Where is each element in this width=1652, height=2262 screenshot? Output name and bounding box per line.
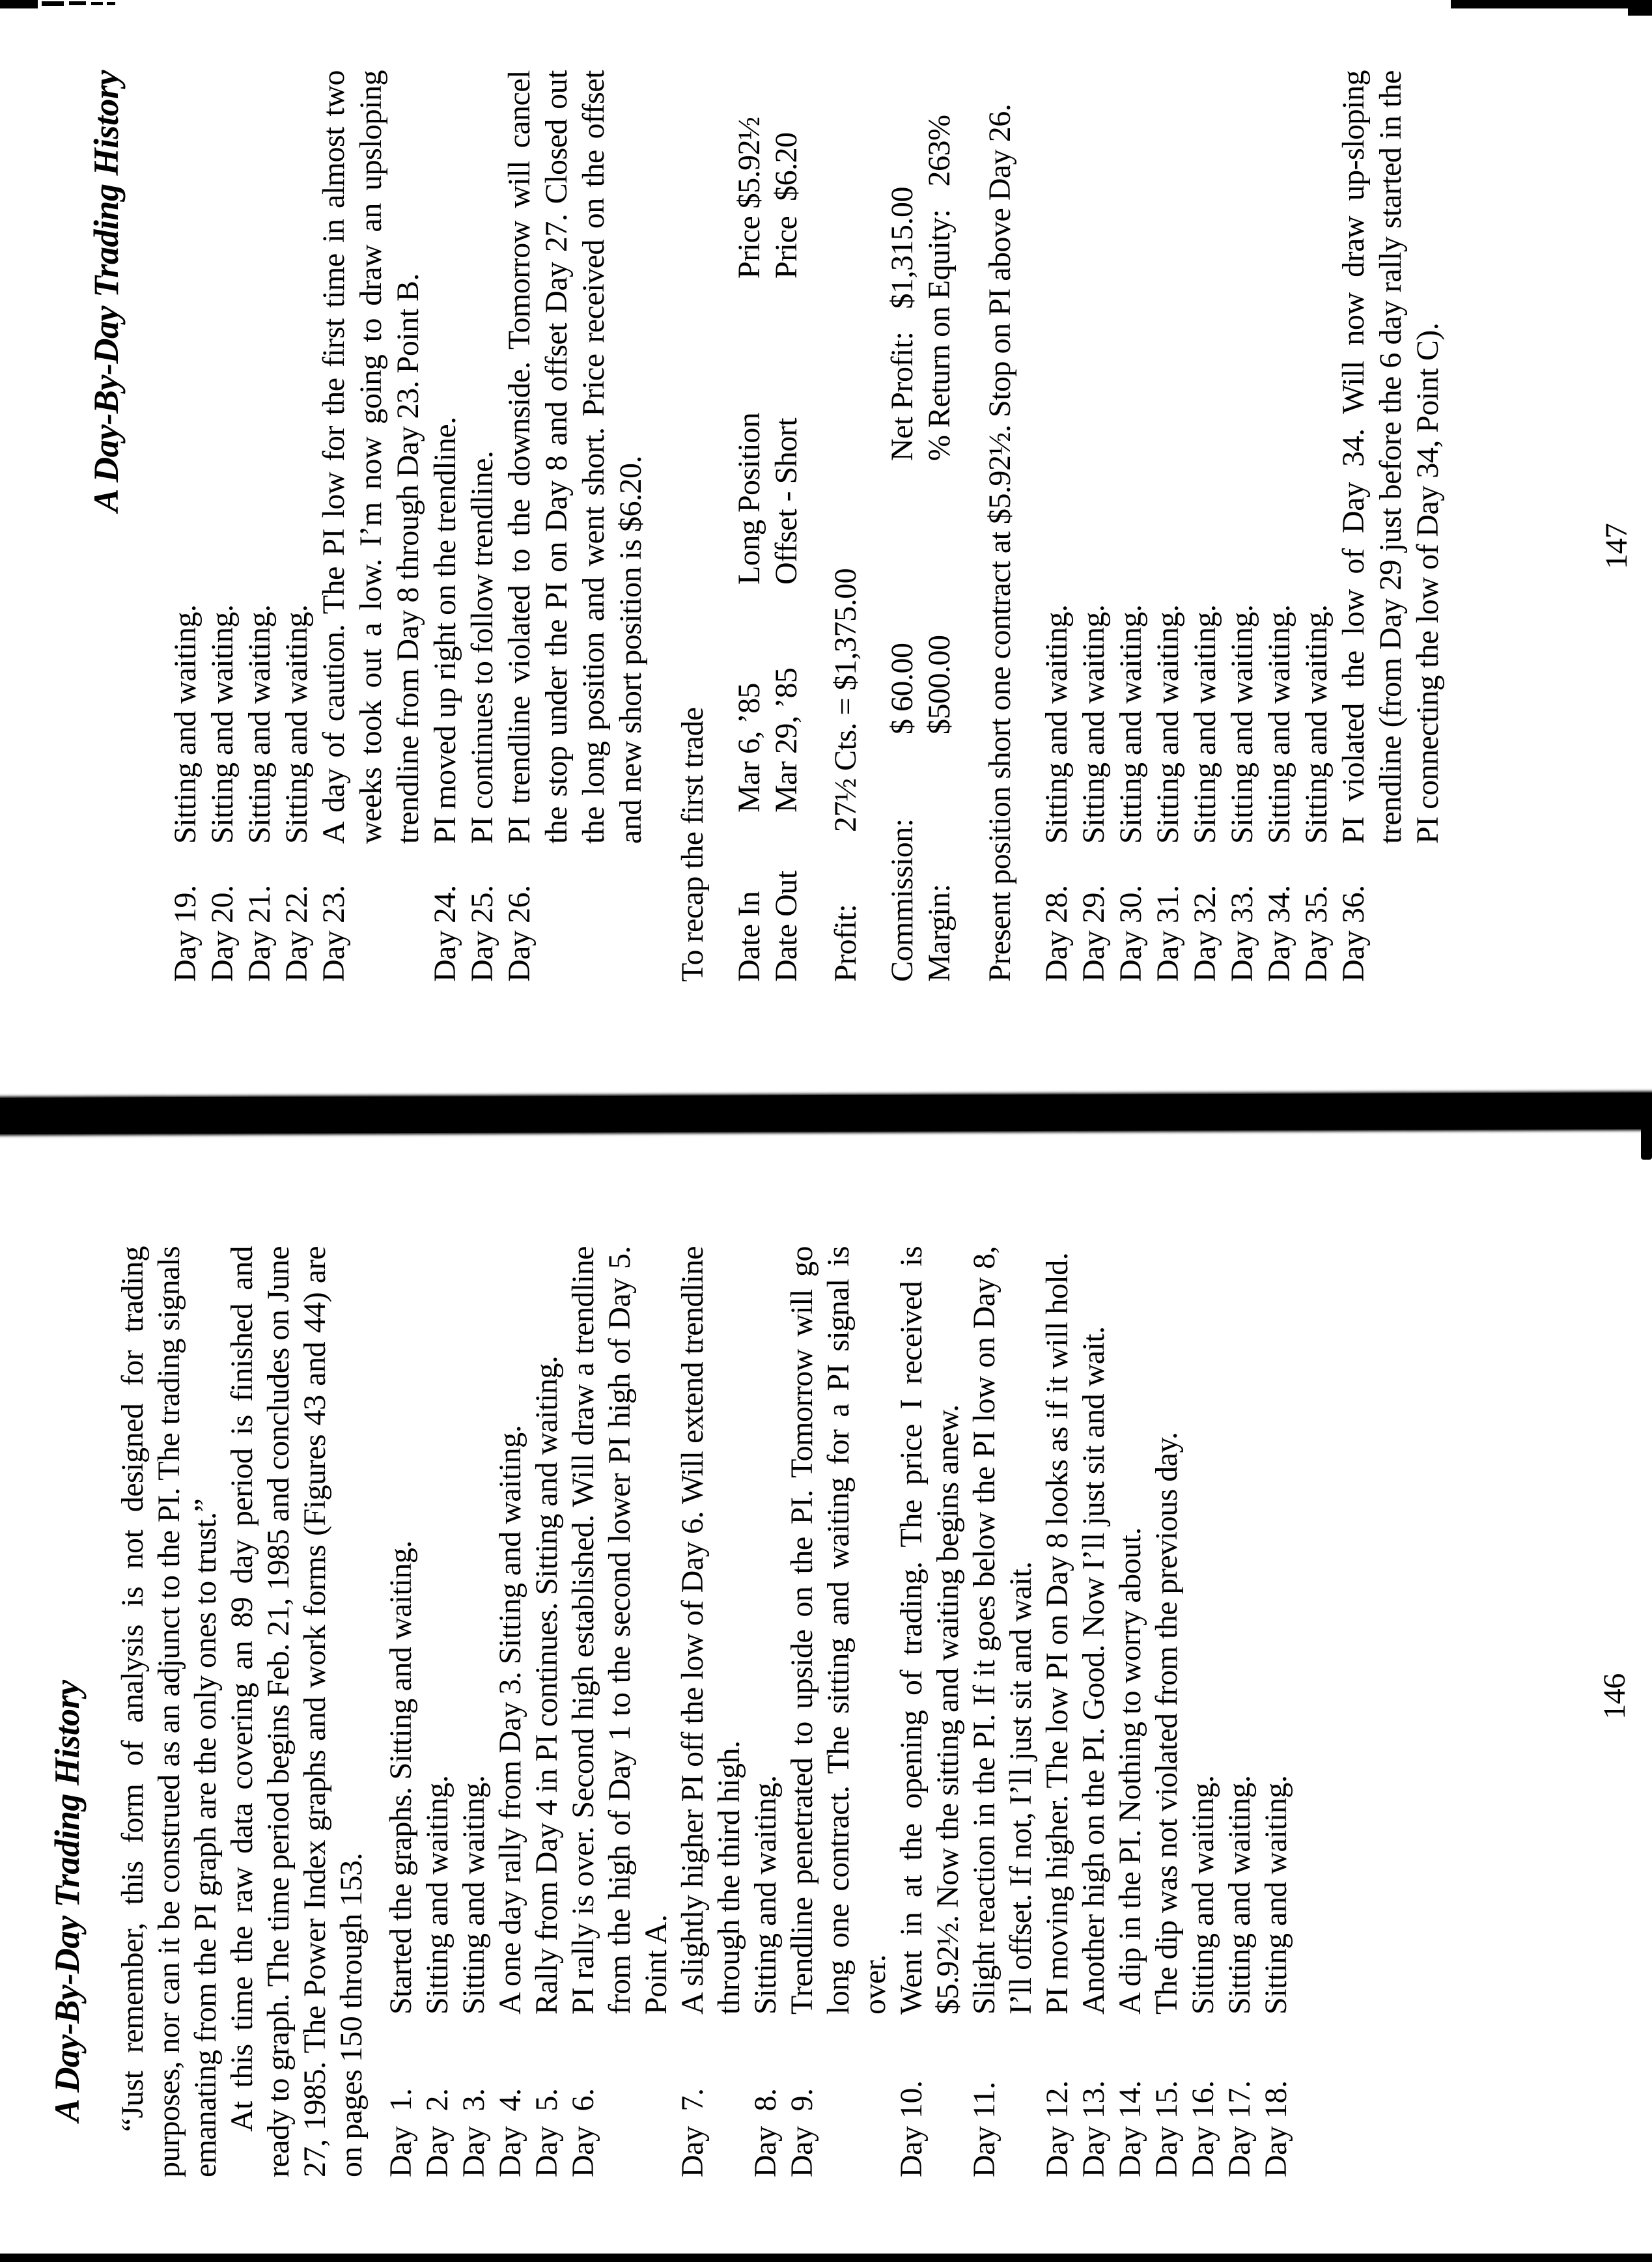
day-entry xyxy=(501,70,649,982)
page-146 xyxy=(0,1131,1652,2262)
day-label: Day 26. xyxy=(502,885,537,982)
day-entry xyxy=(1261,70,1298,982)
commission-value: $ 60.00 xyxy=(885,643,919,734)
scan-artifact-corner xyxy=(1628,0,1652,16)
day-text: Started the graphs. Sitting and waiting. xyxy=(384,1541,418,2015)
scan-artifact-dash xyxy=(69,1,86,5)
day-entry xyxy=(427,70,464,982)
day-text: Went in at the opening of trading. The price I received is $5.92½. Now the sitting and waiting begins anew. xyxy=(894,1246,965,2015)
day-label: Day 17. xyxy=(1222,2080,1257,2177)
recap-title: To recap the first trade xyxy=(675,707,710,982)
day-label: Day 20. xyxy=(205,885,240,982)
day-text: Sitting and waiting. xyxy=(1225,604,1259,844)
intro-paragraph: At this time the raw data covering an 89 day period is finished and ready to graph. The time period begins Feb. 21, 1985 and concludes on June 27, 1985. The Power Index graphs and work forms (Figures 43 and 44) are on pages 150 through 153. xyxy=(225,1246,369,2177)
day-entry xyxy=(1222,1246,1258,2177)
day-label: Day 9. xyxy=(785,2088,819,2177)
day-entry xyxy=(1076,1246,1112,2177)
day-entry xyxy=(1112,1246,1149,2177)
day-entry xyxy=(1075,70,1112,982)
day-entry xyxy=(167,70,204,982)
day-label: Day 10. xyxy=(894,2080,929,2177)
day-text: Sitting and waiting. xyxy=(1262,604,1296,844)
day-entry xyxy=(1224,70,1261,982)
day-text: Sitting and waiting. xyxy=(1186,1775,1220,2015)
day-entry xyxy=(1258,1246,1295,2177)
day-entry xyxy=(1039,1246,1076,2177)
recap-cell: Date Out xyxy=(769,871,804,982)
day-label: Day 19. xyxy=(168,885,203,982)
day-label: Day 29. xyxy=(1076,885,1111,982)
day-entry xyxy=(278,70,315,982)
profit-value: 27½ Cts. = $1,375.00 xyxy=(828,568,863,832)
day-text: PI moved up right on the trendline. xyxy=(428,417,462,844)
day-entry xyxy=(1038,70,1075,982)
day-text: PI moving higher. The low PI on Day 8 looks as if it will hold. xyxy=(1040,1252,1074,2015)
day-text: PI rally is over. Second high established. Will draw a trendline from the high of Day 1 to the second lower PI high of Day 5. Point A. xyxy=(566,1246,673,2015)
day-label: Day 28. xyxy=(1039,885,1074,982)
day-label: Day 1. xyxy=(384,2088,418,2177)
day-list-28-36 xyxy=(1038,70,1446,982)
margin-label: Margin: xyxy=(922,884,957,982)
day-entry xyxy=(893,1246,966,2177)
recap-cell: Price $5.92½ xyxy=(732,117,766,279)
day-entry xyxy=(784,1246,893,2177)
margin-value: $500.00 xyxy=(922,635,957,734)
margin-row xyxy=(921,70,958,982)
day-label: Day 25. xyxy=(465,885,499,982)
day-text: Rally from Day 4 in PI continues. Sitting and waiting. xyxy=(529,1356,564,2015)
recap-row-date-out xyxy=(768,70,805,982)
day-text: Sitting and waiting. xyxy=(420,1775,455,2015)
day-text: A one day rally from Day 3. Sitting and waiting. xyxy=(493,1425,527,2015)
page-number: 147 xyxy=(1599,523,1634,570)
day-label: Day 15. xyxy=(1149,2080,1184,2177)
day-label: Day 21. xyxy=(242,885,277,982)
page-147 xyxy=(0,0,1652,1093)
recap-cell: Mar 29, ’85 xyxy=(769,667,804,813)
day-text: Sitting and waiting. xyxy=(1076,604,1111,844)
day-entry xyxy=(675,1246,748,2177)
day-label: Day 32. xyxy=(1188,885,1222,982)
present-position-note: Present position short one contract at $5.92½. Stop on PI above Day 26. xyxy=(983,104,1017,982)
profit-label: Profit: xyxy=(828,904,863,982)
day-text: Sitting and waiting. xyxy=(242,604,277,844)
day-text: PI violated the low of Day 34. Will now draw up-sloping trendline (from Day 29 just before the 6 day rally started in the PI connecting the low of Day 34, Point C). xyxy=(1336,70,1445,844)
day-text: Another high on the PI. Good. Now I’ll just sit and wait. xyxy=(1076,1326,1111,2015)
day-text: A slightly higher PI off the low of Day 6. Will extend trendline through the third high. xyxy=(675,1246,746,2015)
day-label: Day 6. xyxy=(566,2088,600,2177)
day-entry xyxy=(966,1246,1039,2177)
scan-artifact-bottom-edge xyxy=(0,2254,1652,2262)
day-entry xyxy=(529,1246,565,2177)
day-label: Day 11. xyxy=(967,2082,1001,2177)
day-entry xyxy=(1149,1246,1185,2177)
day-text: Sitting and waiting. xyxy=(205,604,240,844)
day-text: Sitting and waiting. xyxy=(168,604,203,844)
day-text: Sitting and waiting. xyxy=(1299,604,1334,844)
day-entry xyxy=(748,1246,784,2177)
day-entry xyxy=(456,1246,492,2177)
day-entry xyxy=(492,1246,529,2177)
day-entry xyxy=(383,1246,419,2177)
day-text: Sitting and waiting. xyxy=(1222,1775,1257,2015)
page-number: 146 xyxy=(1597,1673,1632,1720)
net-profit-label: Net Profit: xyxy=(885,331,919,461)
day-label: Day 36. xyxy=(1336,885,1371,982)
day-text: Sitting and waiting. xyxy=(1259,1775,1293,2015)
day-label: Day 22. xyxy=(279,885,314,982)
return-on-equity-value: 263% xyxy=(922,115,957,187)
day-label: Day 12. xyxy=(1040,2080,1074,2177)
day-label: Day 35. xyxy=(1299,885,1334,982)
scan-artifact-top-right xyxy=(1451,0,1652,8)
scan-artifact-dash xyxy=(107,2,115,5)
commission-row xyxy=(884,70,921,982)
day-label: Day 31. xyxy=(1151,885,1185,982)
net-profit-value: $1,315.00 xyxy=(885,187,919,309)
day-text: Sitting and waiting. xyxy=(748,1775,783,2015)
running-header: A Day-By-Day Trading History xyxy=(48,1680,87,2122)
commission-label: Commission: xyxy=(885,818,919,982)
scan-artifact-top-left xyxy=(0,0,38,8)
day-entry xyxy=(1298,70,1335,982)
day-label: Day 14. xyxy=(1113,2080,1147,2177)
profit-row xyxy=(827,70,864,982)
day-text: A dip in the PI. Nothing to worry about. xyxy=(1113,1528,1147,2015)
scan-artifact-gutter-tail xyxy=(1641,1128,1652,1160)
day-text: Sitting and waiting. xyxy=(279,604,314,844)
day-text: Slight reaction in the PI. If it goes below the PI low on Day 8, I’ll offset. If not, I’ll just sit and wait. xyxy=(967,1246,1038,2015)
day-text: PI continues to follow trendline. xyxy=(465,451,499,844)
day-entry xyxy=(1186,70,1224,982)
recap-cell: Offset - Short xyxy=(769,417,804,585)
day-entry xyxy=(419,1246,456,2177)
day-label: Day 5. xyxy=(529,2088,564,2177)
day-label: Day 18. xyxy=(1259,2080,1293,2177)
day-label: Day 30. xyxy=(1113,885,1148,982)
day-label: Day 2. xyxy=(420,2088,455,2177)
day-text: Sitting and waiting. xyxy=(1113,604,1148,844)
day-entry xyxy=(1335,70,1446,982)
recap-row-date-in xyxy=(731,70,768,982)
recap-cell: Mar 6, ’85 xyxy=(732,683,766,813)
return-on-equity-label: % Return on Equity: xyxy=(922,209,957,461)
day-label: Day 7. xyxy=(675,2088,710,2177)
day-entry xyxy=(1149,70,1186,982)
scan-artifact-dash xyxy=(91,2,103,5)
day-text: Sitting and waiting. xyxy=(1151,604,1185,844)
day-label: Day 34. xyxy=(1262,885,1296,982)
recap-cell: Price $6.20 xyxy=(769,132,804,279)
day-entry xyxy=(241,70,278,982)
day-text: A day of caution. The PI low for the first time in almost two weeks took out a low. I’m now going to draw an upsloping trendline from Day 8 through Day 23. Point B. xyxy=(316,70,425,844)
day-label: Day 33. xyxy=(1225,885,1259,982)
day-label: Day 16. xyxy=(1186,2080,1220,2177)
day-entry xyxy=(315,70,427,982)
day-entry xyxy=(565,1246,675,2177)
day-entry xyxy=(1185,1246,1222,2177)
opening-quote-paragraph: “Just remember, this form of analysis is not designed for trading purposes, nor can it be construed as an adjunct to the PI. The trading signals emanating from the PI graph are the only ones to trust.” xyxy=(115,1246,223,2177)
day-text: PI trendline violated to the downside. Tomorrow will cancel the stop under the PI on Day 8 and offset Day 27. Closed out the long position and went short. Price received on the offset and new short position is $6.20. xyxy=(502,70,648,844)
day-list-1-18 xyxy=(383,1246,1295,2177)
day-label: Day 24. xyxy=(428,885,462,982)
day-text: Trendline penetrated to upside on the PI. Tomorrow will go long one contract. The sitting and waiting for a PI signal is over. xyxy=(785,1246,892,2015)
day-entry xyxy=(1112,70,1149,982)
day-entry xyxy=(464,70,501,982)
day-text: Sitting and waiting. xyxy=(1039,604,1074,844)
day-label: Day 13. xyxy=(1076,2080,1111,2177)
day-label: Day 8. xyxy=(748,2088,783,2177)
day-entry xyxy=(204,70,241,982)
recap-cell: Date In xyxy=(732,891,766,982)
day-text: The dip was not violated from the previous day. xyxy=(1149,1432,1184,2015)
day-label: Day 3. xyxy=(456,2088,491,2177)
scan-artifact-dash xyxy=(42,1,64,6)
day-text: Sitting and waiting. xyxy=(456,1775,491,2015)
recap-cell: Long Position xyxy=(732,412,766,585)
book-gutter-shadow xyxy=(0,1093,1652,1134)
running-header: A Day-By-Day Trading History xyxy=(87,70,126,512)
day-label: Day 4. xyxy=(493,2088,527,2177)
day-text: Sitting and waiting. xyxy=(1188,604,1222,844)
day-label: Day 23. xyxy=(316,885,351,982)
day-list-19-26 xyxy=(167,70,649,982)
